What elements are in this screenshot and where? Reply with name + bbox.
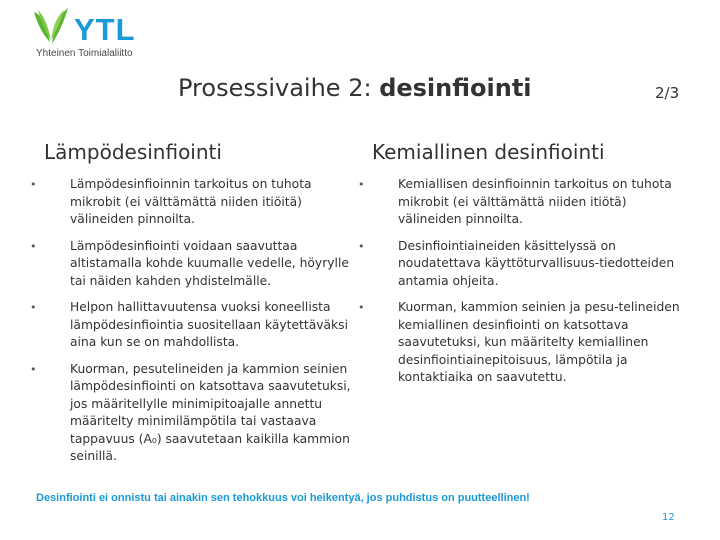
bullet-text: Helpon hallittavuutensa vuoksi koneellista lämpödesinfiointia suositellaan käytettäväksi aina kun se on mahdollista. (70, 300, 348, 349)
logo-wordmark: YTL (74, 12, 136, 47)
column-heading: Lämpödesinfiointi (44, 140, 222, 164)
footer-note: Desinfiointi ei onnistu tai ainakin sen tehokkuus voi heikentyä, jos puhdistus on puutteellinen! (36, 492, 530, 504)
list-item (30, 299, 354, 352)
slide-counter: 2/3 (655, 84, 680, 102)
logo-subtitle: Yhteinen Toimialaliitto (36, 48, 133, 59)
slide-title-prefix: Prosessivaihe 2: (178, 74, 380, 102)
slide-title-bold: desinfiointi (379, 74, 532, 102)
bullet-text: Lämpödesinfioinnin tarkoitus on tuhota mikrobit (ei välttämättä niiden itiöitä) välineiden pinnoilta. (70, 177, 312, 226)
slide-title (178, 74, 532, 102)
bullet-text: Kuorman, kammion seinien ja pesu-telineiden kemiallinen desinfiointi on katsottava saavutetuksi, kun määritelty kemiallinen desinfiointiainepitoisuus, lämpötila ja kontaktiaika on saavutettu. (398, 300, 680, 384)
list-item (358, 299, 692, 387)
list-item (358, 238, 692, 291)
list-item (30, 361, 354, 466)
bullet-icon: • (30, 362, 37, 376)
bullet-text: Lämpödesinfiointi voidaan saavuttaa altistamalla kohde kuumalle vedelle, höyrylle tai näiden kahden yhdistelmälle. (70, 238, 349, 288)
bullet-list (358, 176, 692, 387)
bullet-icon: • (358, 301, 365, 314)
bullet-text: Kemiallisen desinfioinnin tarkoitus on tuhota mikrobit (ei välttämättä niiden itiötä) välineiden pinnoilta. (398, 177, 672, 226)
bullet-icon: • (358, 239, 365, 253)
list-item (358, 176, 692, 229)
bullet-icon: • (30, 301, 37, 314)
chemical-disinfection-column (358, 140, 692, 396)
bullet-text: Kuorman, pesutelineiden ja kammion seinien lämpödesinfiointi on katsottava saavutetuksi, jos määritellylle minimipitoajalle annettu määritelty minimilämpötila tai vastaava tappavuus (A₀) saavutetaan kaikilla kammion seinillä. (70, 361, 351, 463)
page-number: 12 (662, 512, 675, 523)
bullet-text: Desinfiointiaineiden käsittelyssä on noudatettava käyttöturvallisuus-tiedotteiden antamia ohjeita. (398, 238, 675, 288)
bullet-icon: • (358, 178, 365, 191)
bullet-icon: • (30, 239, 37, 253)
heat-disinfection-column (30, 140, 354, 475)
list-item (30, 176, 354, 229)
bullet-icon: • (30, 178, 37, 191)
list-item (30, 238, 354, 291)
bullet-list (30, 176, 354, 466)
leaf-v-icon (30, 6, 74, 48)
column-heading: Kemiallinen desinfiointi (372, 140, 605, 164)
ytl-logo (30, 6, 170, 62)
